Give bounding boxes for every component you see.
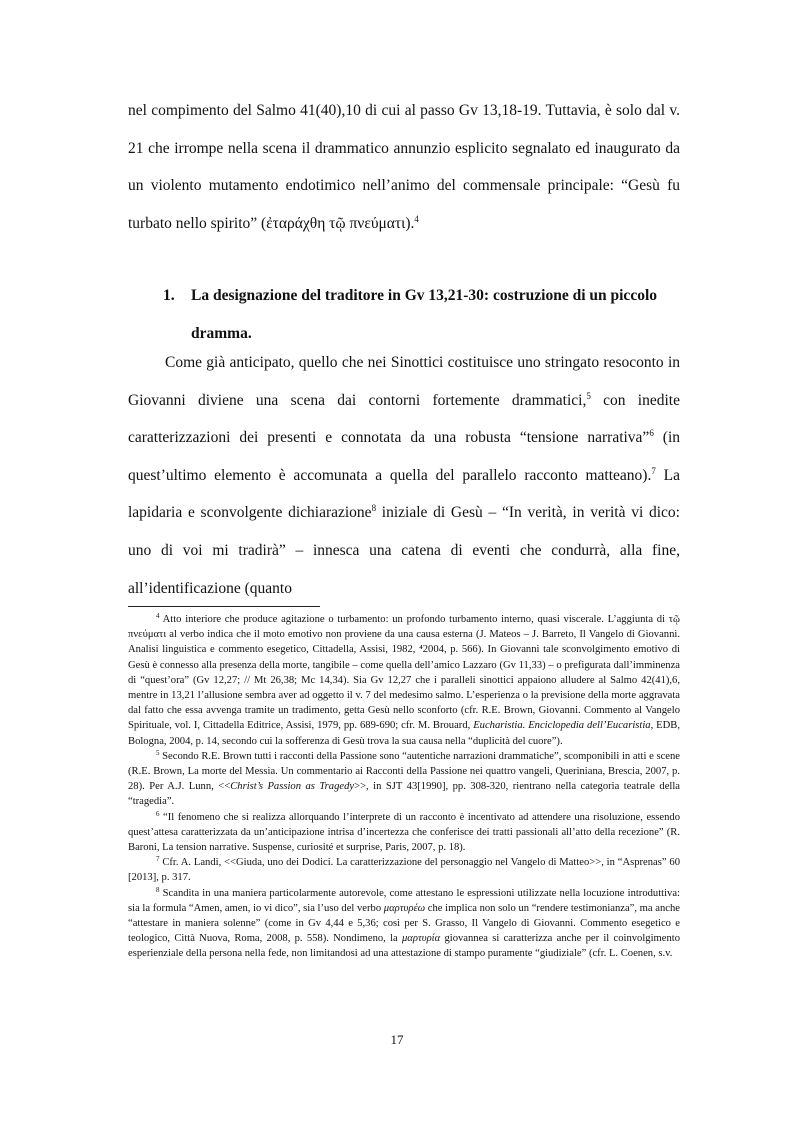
paragraph-intro-text: nel compimento del Salmo 41(40),10 di cui al passo Gv 13,18-19. Tuttavia, è solo dal v. 21 che irrompe nella scena il drammatico annunzio esplicito segnalato ed inaugurato da un violento mutamento endotimico nell’animo del commensale principale: “Gesù fu turbato nello spirito” (ἐταράχθη τῷ πνεύματι). — [128, 102, 680, 232]
footnote-4-italic-title: Eucharistia. Enciclopedia dell’Eucaristia — [473, 720, 651, 732]
footnote-number-5: 5 — [156, 748, 160, 757]
section-heading — [163, 277, 683, 352]
footnote-4-tail: , EDB, Bologna, 2004, p. 14, secondo cui la sofferenza di Gesù trova la sua causa nella “duplicità del cuore”). — [128, 720, 680, 747]
footnote-separator — [128, 606, 320, 607]
footnote-number-8: 8 — [156, 885, 160, 894]
footnote-8-text: Scandita in una maniera particolarmente autorevole, come attestano le espressioni utilizzate nella locuzione introduttiva: sia la formula “Amen, amen, io vi dico”, sia l’uso del verbo — [128, 887, 680, 914]
footnote-8-mid: che implica non solo un “rendere testimonianza”, ma anche “attestare in maniera solenne” (come in Gv 4,44 e 5,36; così per S. Grasso, Il Vangelo di Giovanni. Commento esegetico e teologico, Città Nuova, Roma, 2008, p. 558). Nondimeno, la — [128, 902, 680, 945]
paragraph-main-part-c: (in quest’ultimo elemento è accomunata a quella del parallelo racconto matteano). — [128, 429, 681, 484]
footnote-number-7: 7 — [156, 855, 160, 864]
footnote-7-text: Cfr. A. Landi, <<Giuda, uno dei Dodici. La caratterizzazione del personaggio nel Vangelo di Matteo>>, in “Asprenas” 60 [2013], p. 317. — [128, 857, 680, 884]
footnote-7 — [128, 855, 680, 885]
footnote-5-text: Secondo R.E. Brown tutti i racconti della Passione sono “autentiche narrazioni drammatiche”, scomponibili in atti e scene (R.E. Brown, La morte del Messia. Un commentario ai Racconti della Passione nei quattro vangeli, Queriniana, Brescia, 2007, p. 28). Per A.J. Lunn, << — [128, 750, 680, 793]
footnote-ref-7[interactable]: 7 — [651, 465, 656, 476]
footnote-8-greek-term-2: μαρτυρία — [401, 933, 441, 945]
footnote-6-text: “Il fenomeno che si realizza allorquando l’interprete di un racconto è incentivato ad attendere una risoluzione, essendo quest’attesa caratterizzata da un’anticipazione intrisa d’incertezza che conferisce dei tratti passionali all’atto della recezione” (R. Baroni, La tension narrative. Suspense, curiosité et surprise, Paris, 2007, p. 18). — [128, 811, 680, 854]
footnote-4 — [128, 612, 680, 749]
footnote-8-greek-term: μαρτυρέω — [383, 902, 426, 914]
paragraph-main — [128, 344, 680, 607]
footnote-8-tail: giovannea si caratterizza anche per il coinvolgimento esperienziale della persona nella fede, non limitandosi ad una attestazione di stampo puramente “giudiziale” (cfr. L. Coenen, s.v. — [128, 933, 681, 960]
footnote-4-text: Atto interiore che produce agitazione o turbamento: un profondo turbamento interno, quasi viscerale. L’aggiunta di τῷ πνεύματι al verbo indica che il moto emotivo non proviene da una causa esterna (J. Mateos – J. Barreto, Il Vangelo di Giovanni. Analisi linguistica e commento esegetico, Cittadella, Assisi, 1982, ⁴2004, p. 566). In Giovanni tale sconvolgimento emotivo di Gesù è connesso alla presenza della morte, tangibile – come quella dell’amico Lazzaro (Gv 11,33) – o prefigurata dall’imminenza di “quest’ora” (Gv 12,27; // Mt 26,38; Mc 14,34). Sia Gv 12,27 che i paralleli sinottici appaiono alludere al Salmo 42(41),6, mentre in 13,21 l’allusione sembra aver ad oggetto il v. 7 del medesimo salmo. L’esperienza o la previsione della morte aggravata dal fatto che essa avvenga tramite un tradimento, getta Gesù nello sconforto (cfr. R.E. Brown, Giovanni. Commento al Vangelo Spirituale, vol. I, Cittadella Editrice, Assisi, 1979, pp. 689-690; cfr. M. Brouard, — [128, 614, 680, 732]
section-number: 1. — [163, 287, 175, 304]
paragraph-main-part-e: iniziale di Gesù – “In verità, in verità vi dico: uno di voi mi tradirà” – innesca una catena di eventi che condurrà, alla fine, all’identificazione (quanto — [128, 504, 680, 597]
paragraph-main-part-b: con inedite caratterizzazioni dei presenti e connotata da una robusta “tensione narrativa” — [128, 391, 680, 447]
paragraph-intro — [128, 92, 680, 242]
footnote-number-6: 6 — [156, 809, 160, 818]
footnote-5 — [128, 749, 680, 810]
section-title-line1: La designazione del traditore in Gv 13,21-30: costruzione di un piccolo — [191, 287, 657, 304]
footnote-6 — [128, 810, 680, 856]
footnote-ref-5[interactable]: 5 — [586, 390, 591, 401]
section-title-line2: dramma. — [191, 324, 252, 342]
footnote-number-4: 4 — [156, 612, 160, 620]
paragraph-main-part-d: La lapidaria e sconvolgente dichiarazione — [128, 466, 680, 522]
page-number: 17 — [390, 1032, 404, 1047]
footnote-5-italic-title: Christ’s Passion as Tragedy — [230, 781, 355, 793]
footnote-8 — [128, 886, 680, 962]
paragraph-main-part-a: Come già anticipato, quello che nei Sinottici costituisce uno stringato resoconto in Giovanni diviene una scena dai contorni fortemente drammatici, — [128, 354, 680, 409]
footnote-ref-4[interactable]: 4 — [414, 213, 419, 224]
footnote-ref-8[interactable]: 8 — [371, 503, 377, 514]
footnote-ref-6[interactable]: 6 — [649, 428, 654, 439]
footnote-5-tail: >>, in SJT 43[1990], pp. 308-320, rientrano nella categoria teatrale della “tragedia”. — [128, 781, 681, 808]
footnotes — [128, 612, 680, 962]
